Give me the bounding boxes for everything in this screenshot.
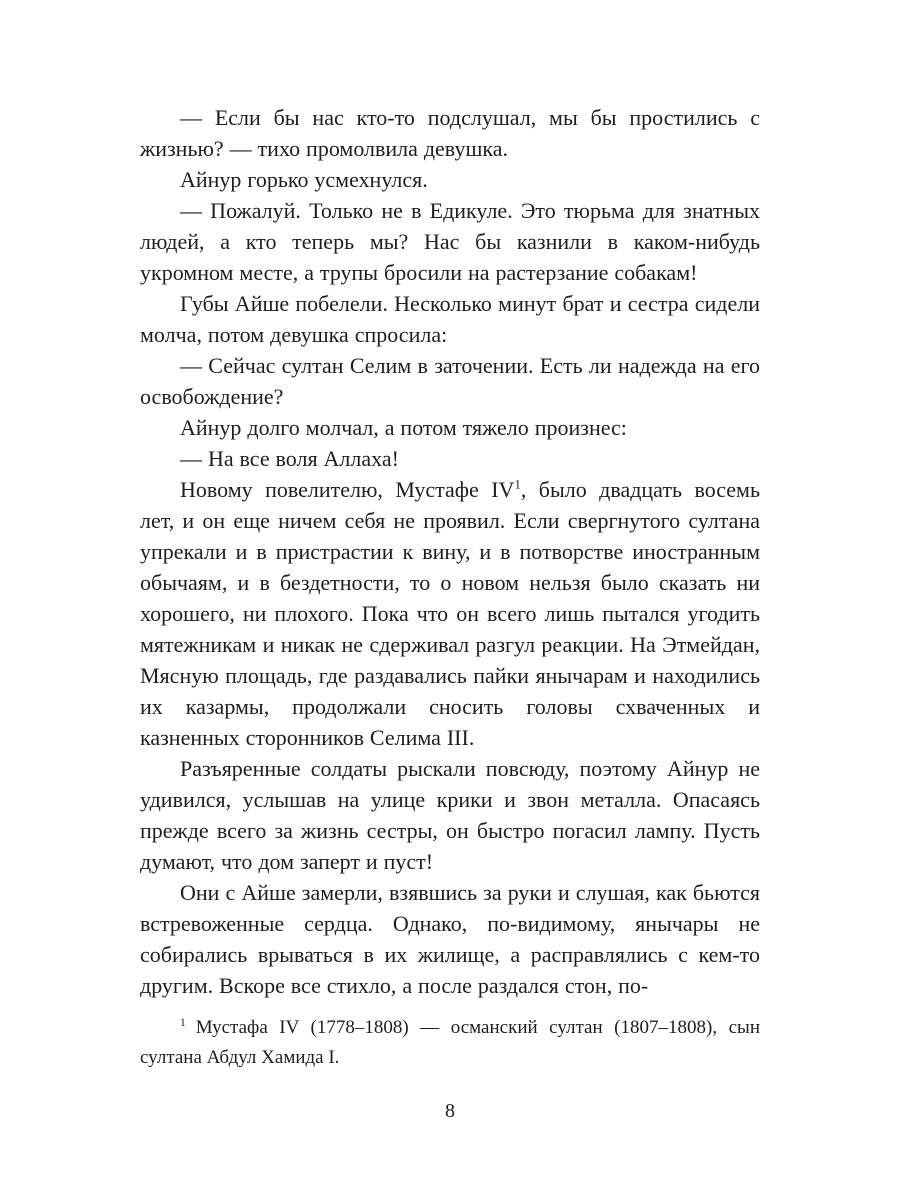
footnote-reference: 1 <box>514 477 521 492</box>
paragraph: — Сейчас султан Селим в заточении. Есть ли надежда на его освобождение? <box>140 353 760 409</box>
paragraph-text: , было двадцать восемь лет, и он еще ничем себя не проявил. Если свергнутого султана упрекали и в пристрастии к вину, и в потворстве иностранным обычаям, и в бездетности, то о новом нельзя было сказать ни хорошего, ни плохого. Пока что он всего лишь пытался угодить мятежникам и никак не сдерживал разгул реакции. На Этмейдан, Мясную площадь, где раздавались пайки янычарам и находились их казармы, продолжали сносить головы схваченных и казненных сторонников Селима III. <box>140 477 760 750</box>
paragraph-with-footnote-ref <box>140 474 760 753</box>
footnote-block <box>140 1013 760 1073</box>
paragraph: Губы Айше побелели. Несколько минут брат и сестра сидели молча, потом девушка спросила: <box>140 291 760 347</box>
paragraph: Айнур горько усмехнулся. <box>180 167 428 192</box>
footnote-marker: 1 <box>180 1016 186 1029</box>
footnote <box>140 1013 760 1073</box>
footnote-text: Мустафа IV (1778–1808) — османский султан (1807–1808), сын султана Абдул Хамида I. <box>140 1017 760 1068</box>
page-number: 8 <box>445 1100 455 1122</box>
paragraph: Они с Айше замерли, взявшись за руки и слушая, как бьются встревоженные сердца. Однако, по-видимому, янычары не собирались врываться в их жилище, а расправлялись с кем-то другим. Вскоре все стихло, а после раздался стон, по- <box>140 880 760 998</box>
paragraph-text: Новому повелителю, Мустафе IV <box>180 477 515 502</box>
paragraph: — Если бы нас кто-то подслушал, мы бы простились с жизнью? — тихо промолвила девушка. <box>140 105 760 161</box>
paragraph: Разъяренные солдаты рыскали повсюду, поэтому Айнур не удивился, услышав на улице крики и звон металла. Опасаясь прежде всего за жизнь сестры, он быстро погасил лампу. Пусть думают, что дом заперт и пуст! <box>140 756 760 874</box>
paragraph: — Пожалуй. Только не в Едикуле. Это тюрьма для знатных людей, а кто теперь мы? Нас бы казнили в каком-нибудь укромном месте, а трупы бросили на растерзание собакам! <box>140 198 760 285</box>
page-body <box>140 102 760 1001</box>
paragraph: — На все воля Аллаха! <box>180 446 399 471</box>
paragraph: Айнур долго молчал, а потом тяжело произнес: <box>180 415 627 440</box>
